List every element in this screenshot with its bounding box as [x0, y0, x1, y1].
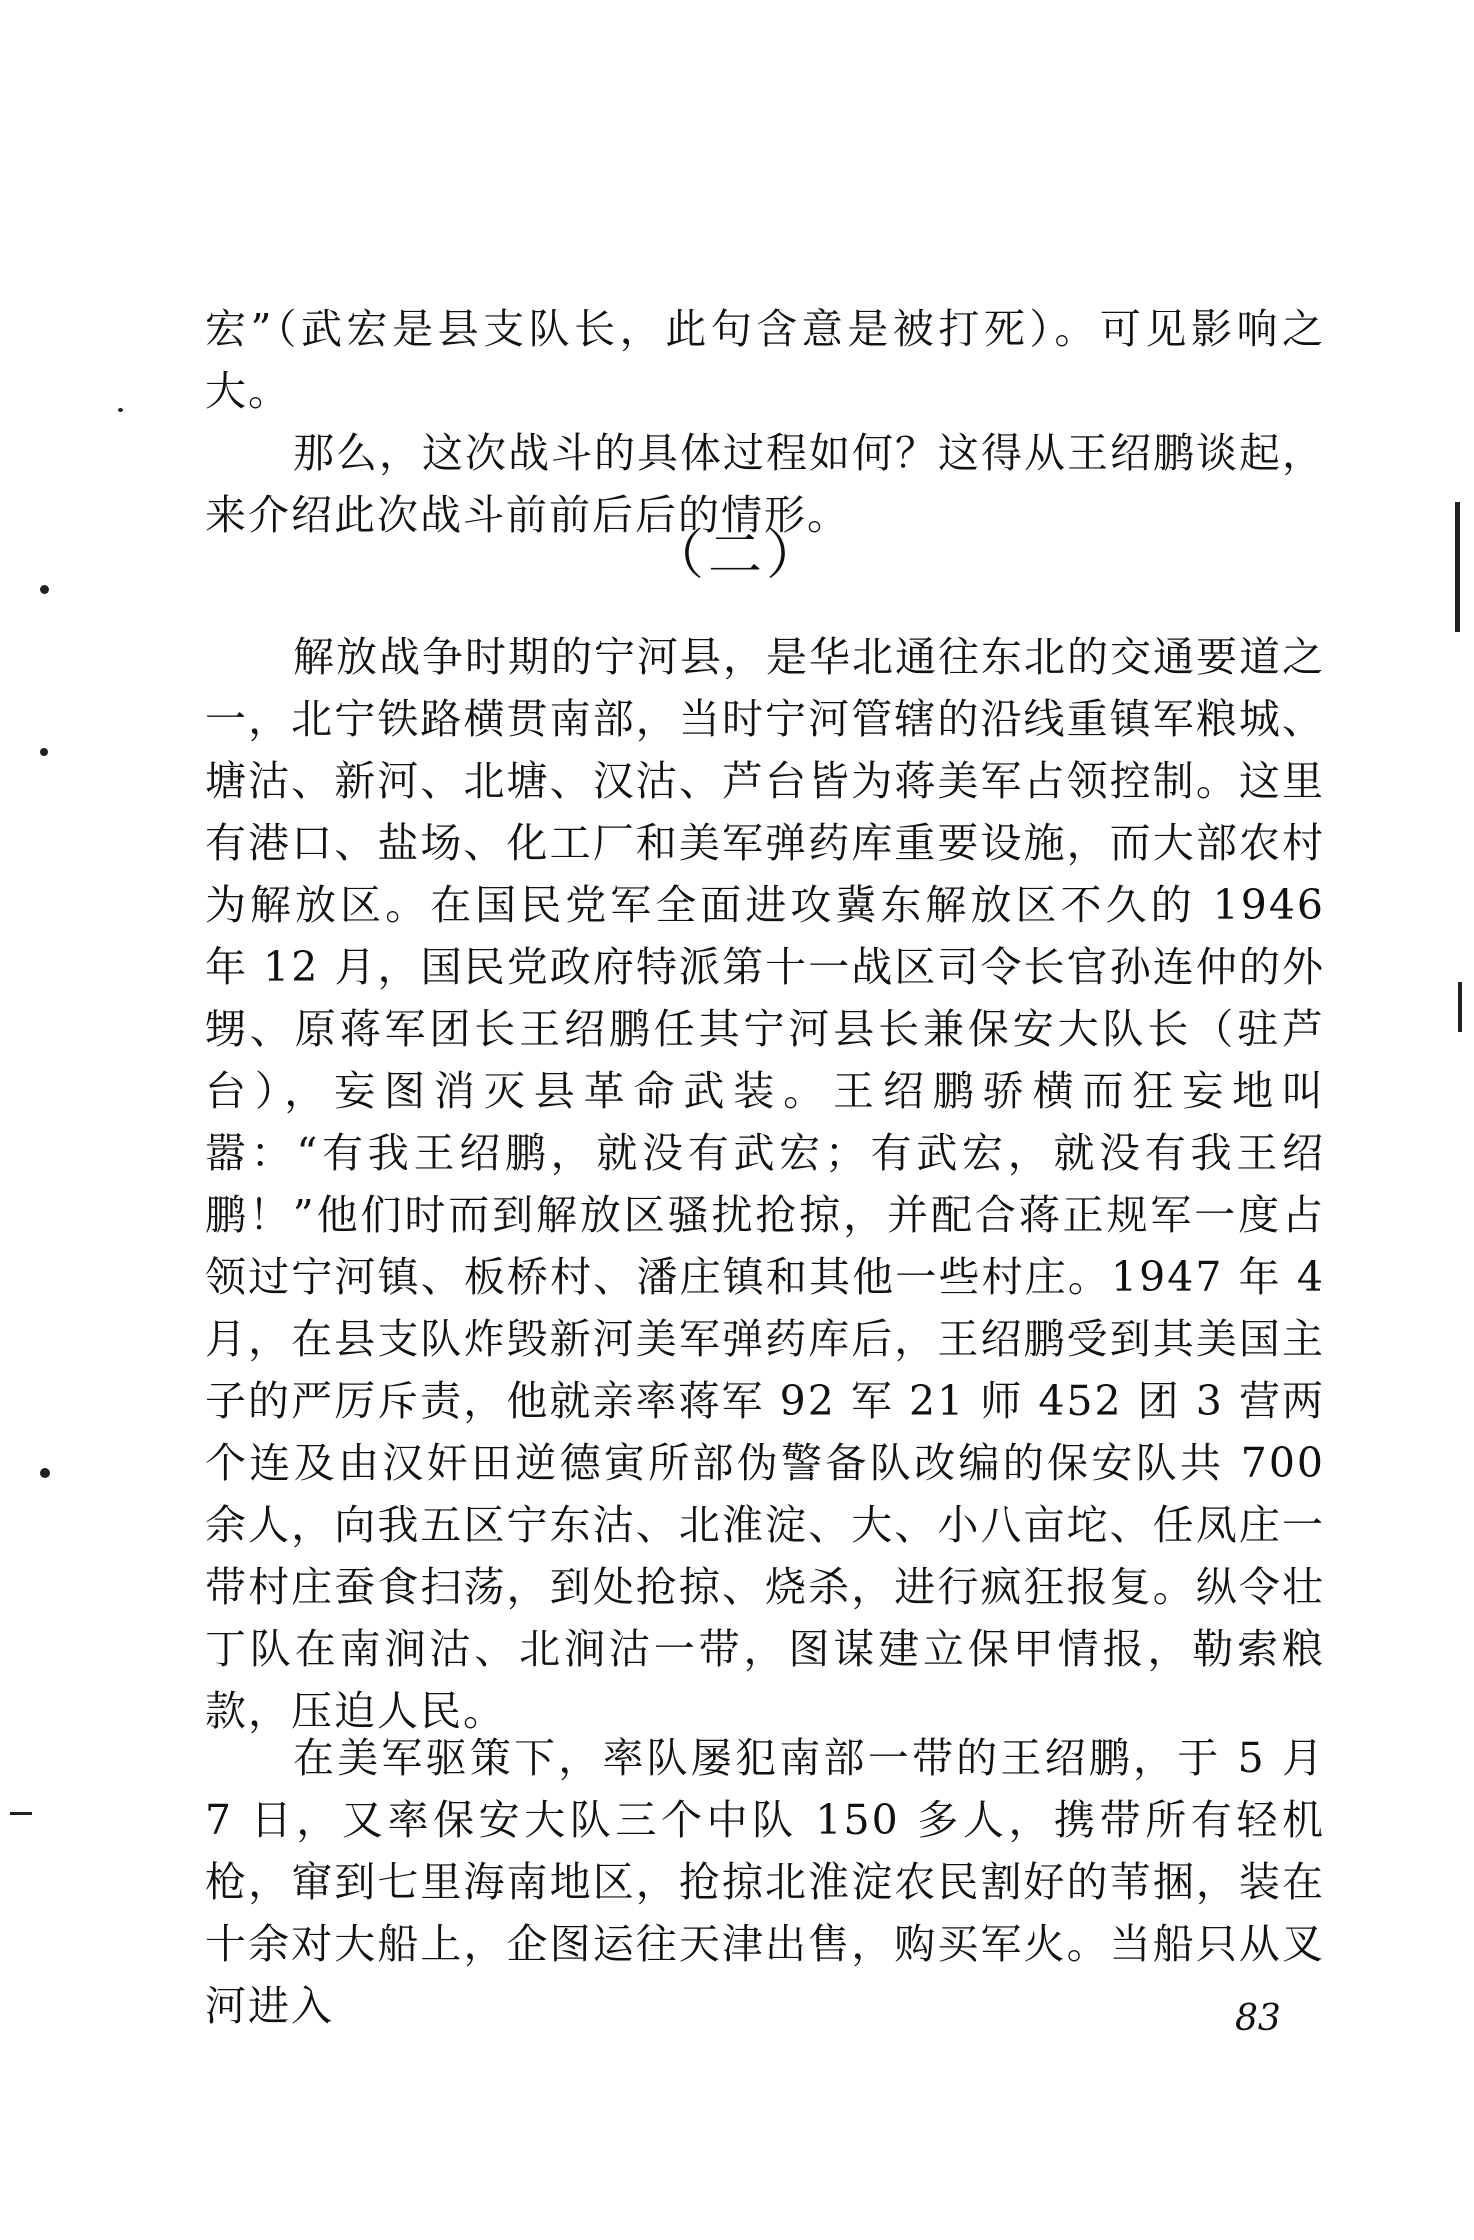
scan-edge-mark	[10, 1812, 32, 1815]
scan-speck	[118, 408, 123, 412]
paragraph-bottom: 在美军驱策下，率队屡犯南部一带的王绍鹏，于 5 月 7 日，又率保安大队三个中队 150 多人，携带所有轻机枪，窜到七里海南地区，抢掠北淮淀农民割好的苇捆，装在十余对大船上，企图运往天津出售，购买军火。当船只从叉河进入	[205, 1734, 1325, 2030]
scan-edge-mark	[1458, 982, 1462, 1032]
scan-speck	[40, 748, 48, 756]
section-heading: （二）	[650, 523, 824, 586]
page-number: 83	[1235, 1998, 1281, 2039]
scan-speck	[40, 585, 49, 594]
paragraph-intro: 那么，这次战斗的具体过程如何？这得从王绍鹏谈起，来介绍此次战斗前前后后的情形。	[205, 429, 1325, 539]
scan-edge-mark	[1455, 502, 1460, 632]
scan-speck	[40, 1468, 50, 1478]
paragraph-continuation: 宏”（武宏是县支队长，此句含意是被打死）。可见影响之大。	[205, 305, 1325, 415]
top-text-block	[205, 298, 1325, 546]
paragraph-main: 解放战争时期的宁河县，是华北通往东北的交通要道之一，北宁铁路横贯南部，当时宁河管辖的沿线重镇军粮城、塘沽、新河、北塘、汉沽、芦台皆为蒋美军占领控制。这里有港口、盐场、化工厂和美军弹药库重要设施，而大部农村为解放区。在国民党军全面进攻冀东解放区不久的 1946 年 12 月，国民党政府特派第十一战区司令长官孙连仲的外甥、原蒋军团长王绍鹏任其宁河县长兼保安大队长（驻芦台），妄图消灭县革命武装。王绍鹏骄横而狂妄地叫嚣：“有我王绍鹏，就没有武宏；有武宏，就没有我王绍鹏！”他们时而到解放区骚扰抢掠，并配合蒋正规军一度占领过宁河镇、板桥村、潘庄镇和其他一些村庄。1947 年 4 月，在县支队炸毁新河美军弹药库后，王绍鹏受到其美国主子的严厉斥责，他就亲率蒋军 92 军 21 师 452 团 3 营两个连及由汉奸田逆德寅所部伪警备队改编的保安队共 700 余人，向我五区宁东沽、北淮淀、大、小八亩坨、任凤庄一带村庄蚕食扫荡，到处抢掠、烧杀，进行疯狂报复。纵令壮丁队在南涧沽、北涧沽一带，图谋建立保甲情报，勒索粮款，压迫人民。	[205, 633, 1325, 1735]
main-text-block	[205, 626, 1325, 1742]
bottom-text-block	[205, 1727, 1325, 2037]
